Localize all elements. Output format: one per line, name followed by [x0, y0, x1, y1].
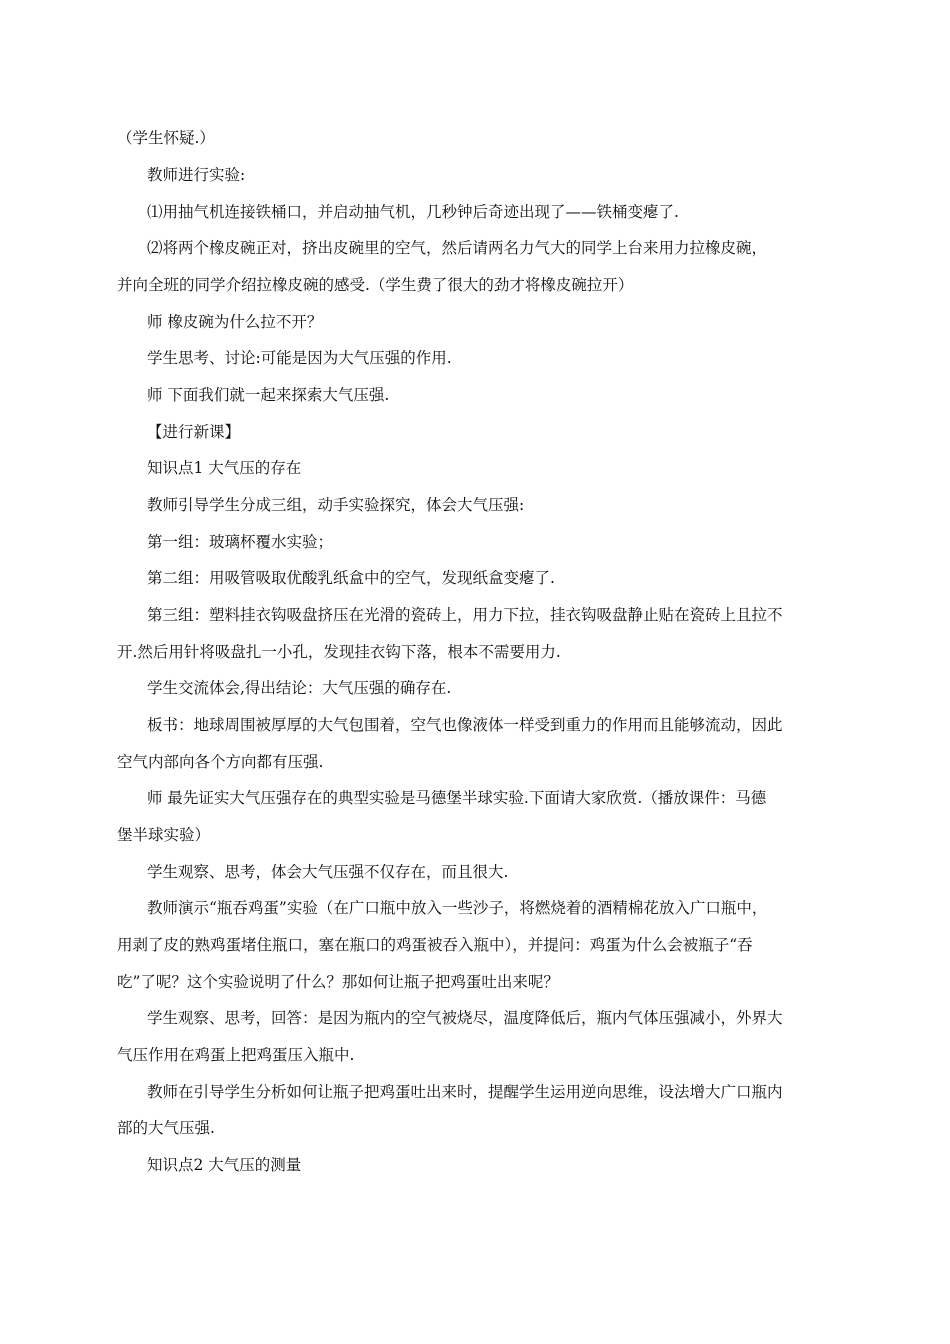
paragraph-line: 用剥了皮的熟鸡蛋堵住瓶口，塞在瓶口的鸡蛋被吞入瓶中），并提问：鸡蛋为什么会被瓶子“吞: [117, 936, 753, 954]
paragraph-line: ⑵将两个橡皮碗正对，挤出皮碗里的空气，然后请两名力气大的同学上台来用力拉橡皮碗，: [147, 239, 768, 257]
paragraph-line: 学生观察、思考，体会大气压强不仅存在，而且很大.: [147, 863, 509, 881]
paragraph-line: 教师进行实验:: [147, 166, 246, 184]
paragraph-line: 教师引导学生分成三组，动手实验探究，体会大气压强:: [147, 496, 525, 514]
paragraph-line: 第三组：塑料挂衣钩吸盘挤压在光滑的瓷砖上，用力下拉，挂衣钩吸盘静止贴在瓷砖上且拉不: [147, 606, 783, 624]
paragraph-line: 部的大气压强.: [117, 1119, 215, 1137]
paragraph-line: （学生怀疑.）: [117, 129, 215, 147]
paragraph-line: 空气内部向各个方向都有压强.: [117, 753, 324, 771]
paragraph-line: 学生思考、讨论:可能是因为大气压强的作用.: [147, 349, 452, 367]
paragraph-line: 师 橡皮碗为什么拉不开？: [147, 313, 323, 331]
paragraph-line: 吃”了呢？这个实验说明了什么？那如何让瓶子把鸡蛋吐出来呢？: [117, 973, 559, 991]
paragraph-line: 开.然后用针将吸盘扎一小孔，发现挂衣钩下落，根本不需要用力.: [117, 643, 561, 661]
paragraph-line: 并向全班的同学介绍拉橡皮碗的感受.（学生费了很大的劲才将橡皮碗拉开）: [117, 276, 634, 294]
paragraph-line: 堡半球实验）: [117, 826, 211, 844]
paragraph-line: 教师在引导学生分析如何让瓶子把鸡蛋吐出来时，提醒学生运用逆向思维，设法增大广口瓶内: [147, 1083, 783, 1101]
subsection-heading: 知识点2 大气压的测量: [147, 1156, 302, 1174]
paragraph-line: 教师演示“瓶吞鸡蛋”实验（在广口瓶中放入一些沙子，将燃烧着的酒精棉花放入广口瓶中，: [147, 899, 768, 917]
paragraph-line: 第二组：用吸管吸取优酸乳纸盒中的空气，发现纸盒变瘪了.: [147, 569, 555, 587]
paragraph-line: 师 最先证实大气压强存在的典型实验是马德堡半球实验.下面请大家欣赏.（播放课件：马德: [147, 789, 767, 807]
paragraph-line: 板书：地球周围被厚厚的大气包围着，空气也像液体一样受到重力的作用而且能够流动，因此: [147, 716, 783, 734]
paragraph-line: 师 下面我们就一起来探索大气压强.: [147, 386, 390, 404]
paragraph-line: ⑴用抽气机连接铁桶口，并启动抽气机，几秒钟后奇迹出现了——铁桶变瘪了.: [147, 203, 679, 221]
paragraph-line: 气压作用在鸡蛋上把鸡蛋压入瓶中.: [117, 1046, 355, 1064]
paragraph-line: 第一组：玻璃杯覆水实验；: [147, 533, 334, 551]
paragraph-line: 学生交流体会,得出结论：大气压强的确存在.: [147, 679, 452, 697]
paragraph-line: 学生观察、思考，回答：是因为瓶内的空气被烧尽，温度降低后，瓶内气体压强减小，外界大: [147, 1009, 783, 1027]
subsection-heading: 知识点1 大气压的存在: [147, 459, 302, 477]
section-heading: 【进行新课】: [147, 423, 241, 441]
